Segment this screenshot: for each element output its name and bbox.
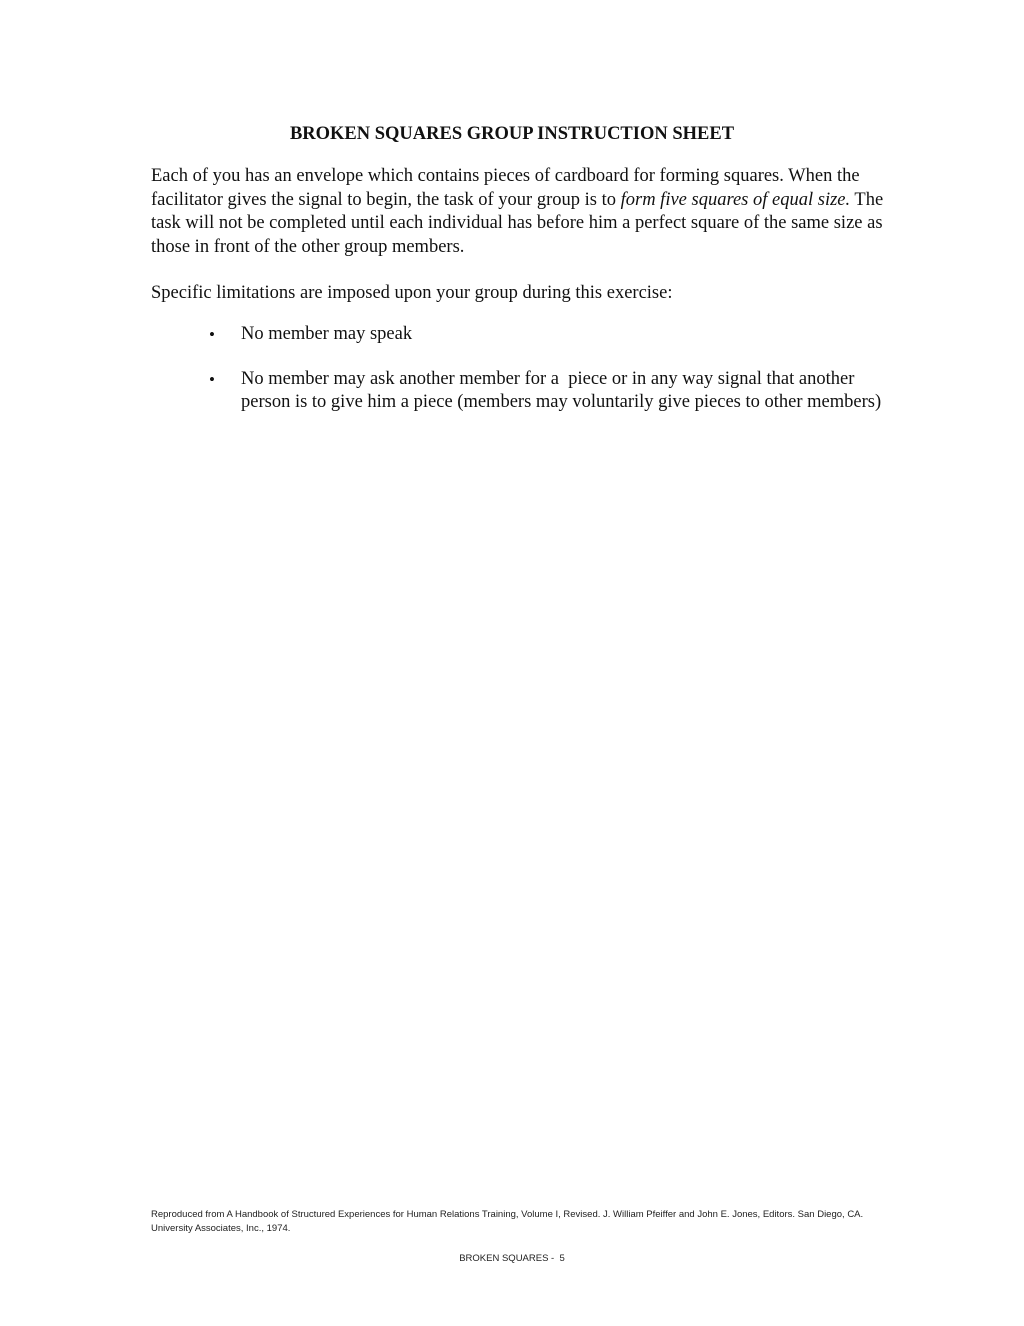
intro-text-start: Each of you has an envelope which contains pieces of cardboard for forming squares. When the facilitator gives the signal to begin, the task of your group is to [151,166,860,210]
list-item [151,368,891,415]
intro-paragraph [151,165,891,259]
bullet-icon: • [209,325,215,344]
intro-text-end: The task will not be completed until each individual has before him a perfect square of the same size as those in front of the other group members. [151,189,884,257]
page-number: BROKEN SQUARES - 5 [459,1253,565,1264]
limitations-list [151,323,891,436]
list-item-text: No member may ask another member for a piece or in any way signal that another person is to give him a piece (members may voluntarily give pieces to other members) [241,368,882,412]
source-citation: Reproduced from A Handbook of Structured Experiences for Human Relations Training, Volume I, Revised. J. William Pfeiffer and John E. Jones, Editors. San Diego, CA. University Associates, Inc., 1974. [151,1209,864,1234]
list-item-text: No member may speak [241,324,413,344]
limitations-paragraph: Specific limitations are imposed upon your group during this exercise: [151,283,673,303]
page-title: BROKEN SQUARES GROUP INSTRUCTION SHEET [289,124,735,144]
bullet-icon: • [209,369,215,389]
list-item [151,323,891,347]
intro-emphasis: form five squares of equal size. [620,189,851,210]
